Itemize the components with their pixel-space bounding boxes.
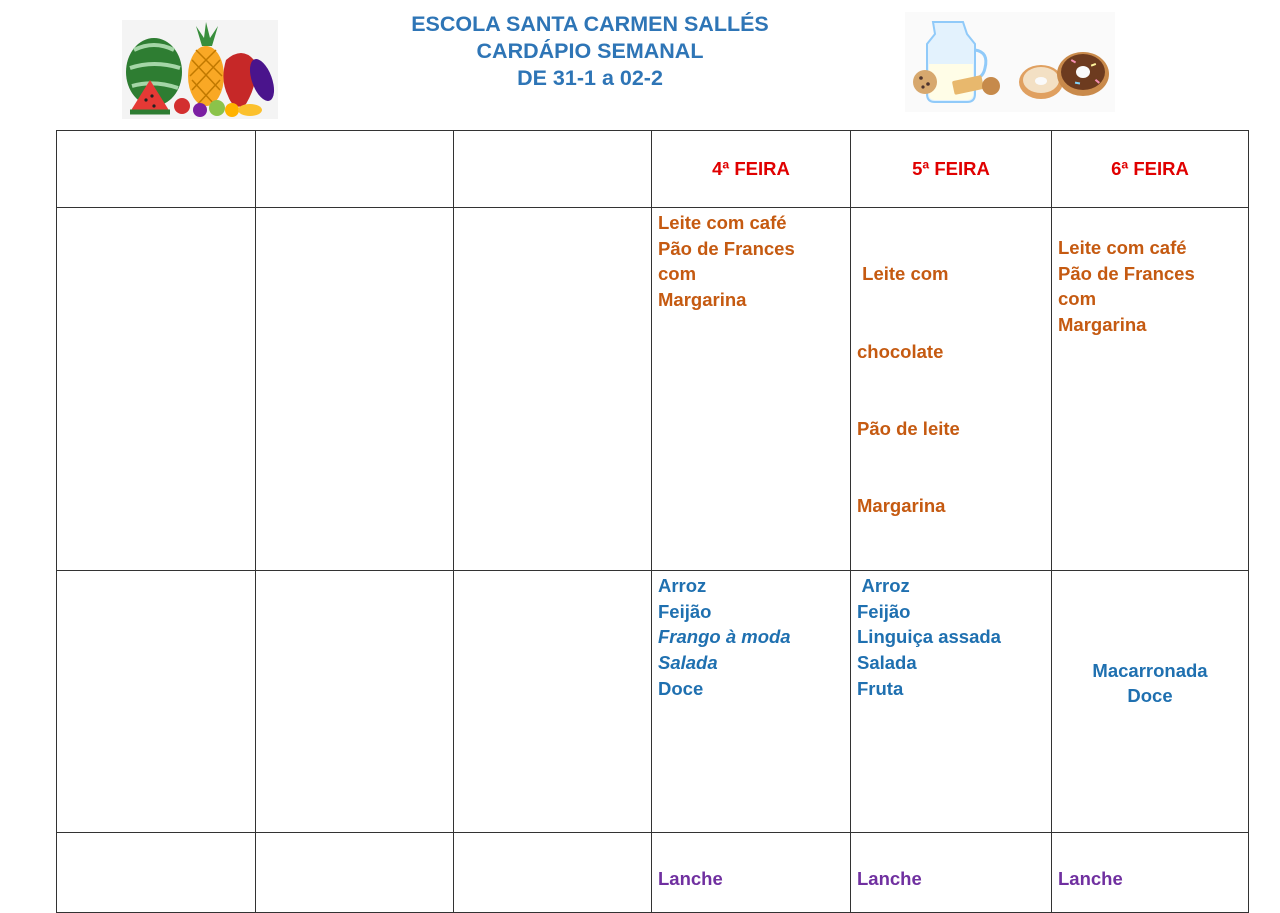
empty-cell xyxy=(256,131,454,208)
empty-cell xyxy=(454,570,652,832)
menu-item: Feijão xyxy=(857,600,911,622)
day-header-thursday: 5ª FEIRA xyxy=(851,131,1052,208)
breakfast-thursday xyxy=(851,208,1052,571)
menu-item: Fruta xyxy=(857,677,904,699)
school-name: ESCOLA SANTA CARMEN SALLÉS xyxy=(411,12,769,36)
menu-item: Frango à moda xyxy=(658,626,791,648)
menu-item: Salada xyxy=(857,651,917,673)
menu-item: Doce xyxy=(1127,685,1173,707)
fruits-illustration xyxy=(122,20,278,119)
menu-item: Arroz xyxy=(658,574,707,596)
menu-item: com xyxy=(658,263,697,285)
menu-item: Doce xyxy=(658,677,704,699)
snack-friday: Lanche xyxy=(1052,832,1249,912)
empty-cell xyxy=(57,208,256,571)
snack-thursday: Lanche xyxy=(851,832,1052,912)
empty-cell xyxy=(454,208,652,571)
lunch-wednesday xyxy=(652,570,851,832)
breakfast-wednesday xyxy=(652,208,851,571)
menu-subtitle: CARDÁPIO SEMANAL xyxy=(476,39,704,63)
breakfast-illustration xyxy=(905,12,1115,112)
empty-cell xyxy=(256,208,454,571)
menu-item: chocolate xyxy=(857,340,944,362)
menu-item: Feijão xyxy=(658,600,712,622)
snack-wednesday: Lanche xyxy=(652,832,851,912)
lunch-row xyxy=(57,570,1249,832)
weekly-menu-table xyxy=(56,130,1249,913)
empty-cell xyxy=(256,832,454,912)
menu-item: Margarina xyxy=(857,494,946,516)
menu-item: Pão de Frances xyxy=(658,237,795,259)
menu-item: Margarina xyxy=(1058,314,1147,336)
menu-item: Pão de Frances xyxy=(1058,262,1195,284)
menu-title xyxy=(340,11,840,92)
menu-item: Macarronada xyxy=(1092,659,1208,681)
menu-item: Pão de leite xyxy=(857,417,960,439)
empty-cell xyxy=(57,570,256,832)
lunch-thursday xyxy=(851,570,1052,832)
empty-cell xyxy=(57,131,256,208)
days-header-row xyxy=(57,131,1249,208)
empty-cell xyxy=(256,570,454,832)
menu-item: Arroz xyxy=(857,574,910,596)
day-header-wednesday: 4ª FEIRA xyxy=(652,131,851,208)
menu-item: Leite com xyxy=(857,263,949,285)
menu-item: com xyxy=(1058,288,1097,310)
menu-item: Salada xyxy=(658,651,718,673)
empty-cell xyxy=(454,131,652,208)
menu-item: Margarina xyxy=(658,289,747,311)
menu-item: Linguiça assada xyxy=(857,626,1001,648)
breakfast-friday xyxy=(1052,208,1249,571)
menu-item: Leite com café xyxy=(1058,237,1187,258)
menu-item: Leite com café xyxy=(658,212,787,233)
empty-cell xyxy=(454,832,652,912)
date-range: DE 31-1 a 02-2 xyxy=(517,66,663,90)
day-header-friday: 6ª FEIRA xyxy=(1052,131,1249,208)
breakfast-row xyxy=(57,208,1249,571)
lunch-friday xyxy=(1052,570,1249,832)
empty-cell xyxy=(57,832,256,912)
snack-row xyxy=(57,832,1249,912)
